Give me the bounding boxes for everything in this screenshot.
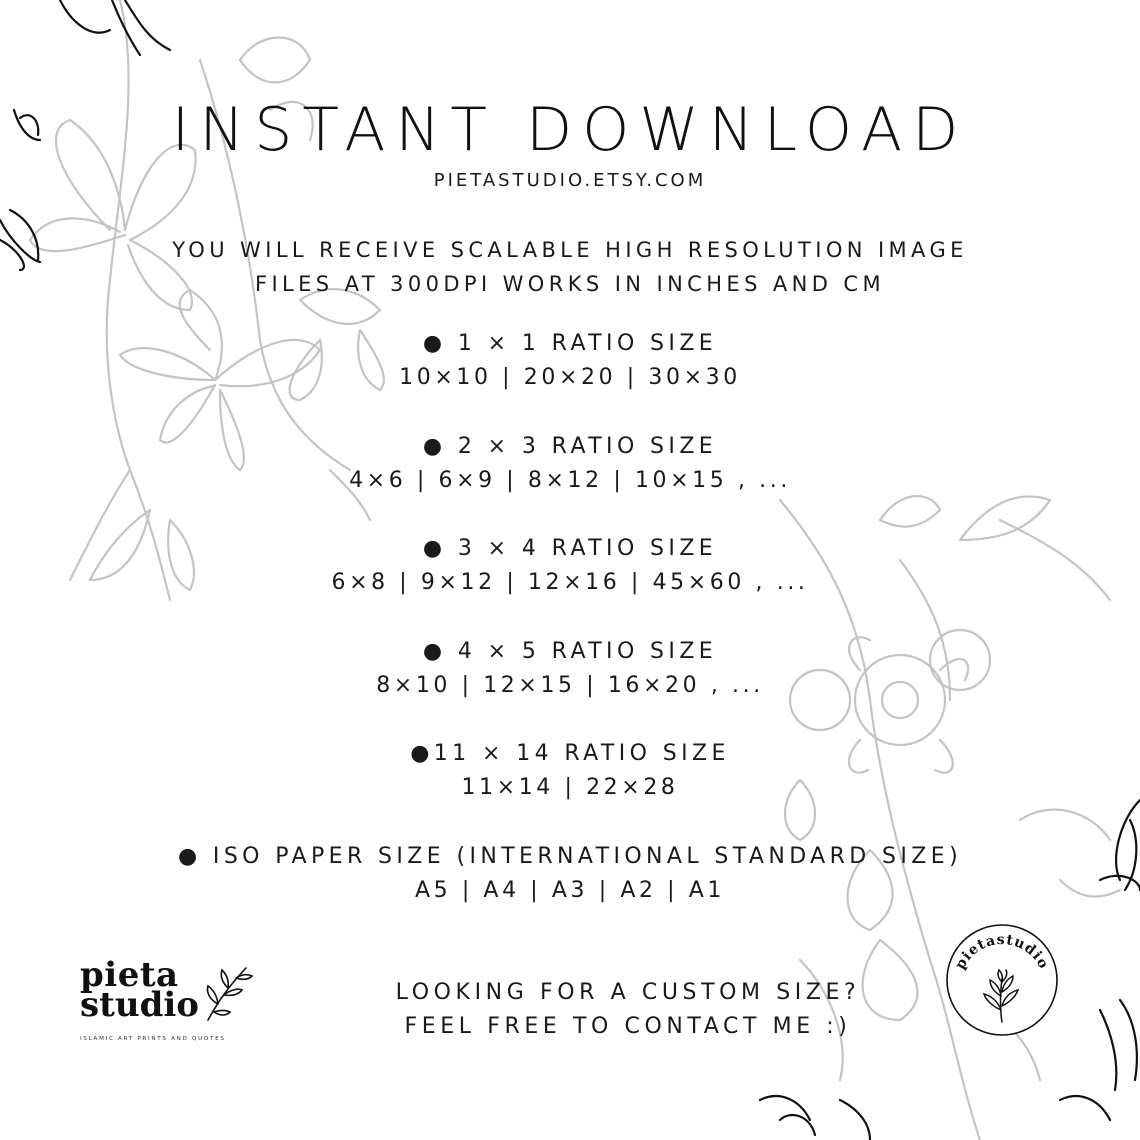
custom-size-note: [228, 976, 1028, 1044]
ratio-heading: ● 3 × 4 RATIO SIZE: [422, 536, 718, 561]
ratio-sizes: 10×10 | 20×20 | 30×30: [399, 365, 741, 390]
logo-tagline: ISLAMIC ART PRINTS AND QUOTES: [80, 1036, 226, 1042]
ratio-sizes: 11×14 | 22×28: [461, 775, 679, 800]
ratio-block-4x5: [0, 635, 1140, 703]
stamp-text: pietastudio: [952, 931, 1052, 973]
custom-line-1: LOOKING FOR A CUSTOM SIZE?: [395, 980, 861, 1005]
intro-line-1: YOU WILL RECEIVE SCALABLE HIGH RESOLUTION IMAGE: [172, 238, 968, 262]
ratio-sizes: A5 | A4 | A3 | A2 | A1: [414, 878, 726, 903]
intro-text: [0, 233, 1140, 301]
ratio-heading: ● ISO PAPER SIZE (INTERNATIONAL STANDARD SIZE): [177, 844, 963, 869]
ratio-sizes: 4×6 | 6×9 | 8×12 | 10×15 , ...: [349, 468, 791, 493]
ratio-block-2x3: [0, 430, 1140, 498]
ratio-heading: ● 2 × 3 RATIO SIZE: [422, 434, 718, 459]
logo-word-pieta: pieta: [80, 955, 179, 995]
custom-line-2: FEEL FREE TO CONTACT ME :): [404, 1014, 852, 1039]
ratio-heading: ●11 × 14 RATIO SIZE: [410, 741, 730, 766]
ratio-block-3x4: [0, 532, 1140, 600]
intro-line-2: FILES AT 300DPI WORKS IN INCHES AND CM: [254, 272, 886, 296]
ratio-heading: ● 1 × 1 RATIO SIZE: [422, 331, 718, 356]
studio-stamp: [942, 920, 1062, 1040]
ratio-block-11x14: [0, 737, 1140, 805]
ratio-block-1x1: [0, 327, 1140, 395]
ratio-sizes: 8×10 | 12×15 | 16×20 , ...: [376, 673, 764, 698]
ratio-block-iso: [0, 840, 1140, 908]
olive-branch-icon: [198, 962, 258, 1022]
logo-word-studio: studio: [80, 985, 199, 1025]
ratio-heading: ● 4 × 5 RATIO SIZE: [422, 639, 718, 664]
shop-url: PIETASTUDIO.ETSY.COM: [433, 170, 707, 191]
ratio-sizes: 6×8 | 9×12 | 12×16 | 45×60 , ...: [331, 570, 809, 595]
brand-logo: [80, 955, 270, 1048]
page-title: INSTANT DOWNLOAD: [171, 95, 969, 165]
